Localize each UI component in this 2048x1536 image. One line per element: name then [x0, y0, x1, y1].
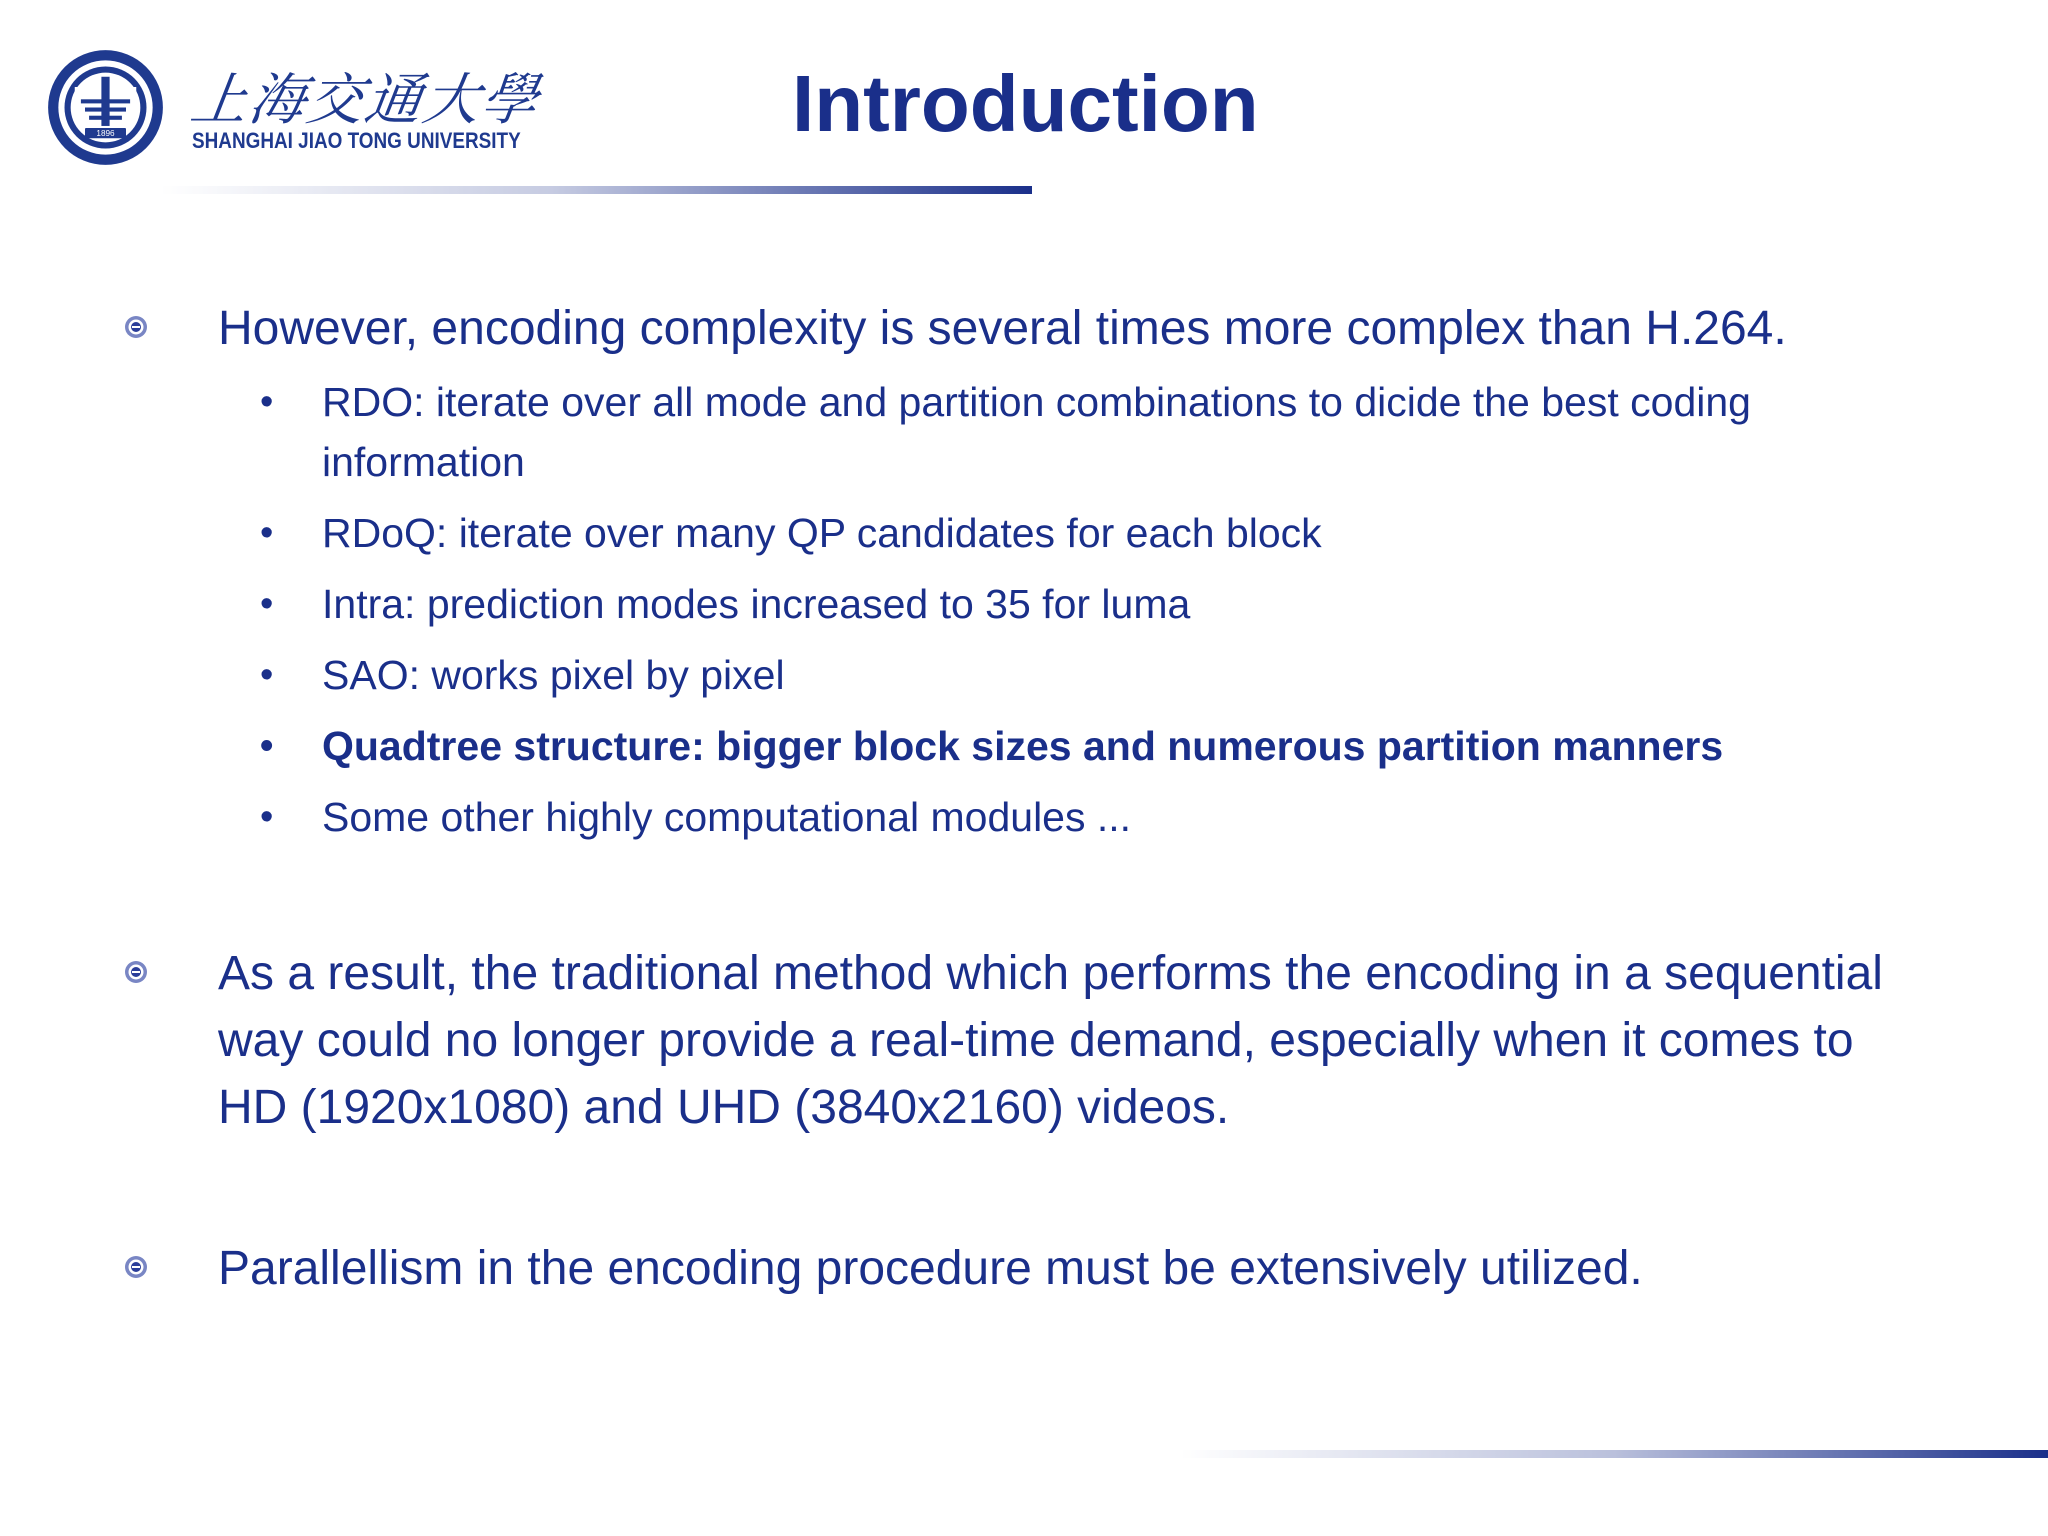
bullet-1 — [218, 295, 1787, 362]
sub-bullet-dot: • — [260, 583, 274, 625]
sub-bullet-dot: • — [260, 796, 274, 838]
bullet-3-text: Parallellism in the encoding procedure must be extensively utilized. — [218, 1242, 1643, 1295]
sub-bullet-6: • Some other highly computational modules ... — [322, 787, 1962, 847]
sub-bullet-dot: • — [260, 512, 274, 554]
sub-bullet-dot: • — [260, 725, 274, 767]
footer-divider — [1180, 1450, 2048, 1458]
bullet-2 — [218, 940, 1918, 1141]
bullet-seal-icon — [124, 960, 148, 984]
university-name-cn: 上海交通大學 — [186, 68, 544, 133]
svg-text:1896: 1896 — [96, 129, 115, 139]
sub-bullet-4: • SAO: works pixel by pixel — [322, 645, 1962, 705]
sub-bullet-5: • Quadtree structure: bigger block sizes and numerous partition manners — [322, 716, 1962, 776]
university-seal-icon — [44, 46, 167, 169]
bullet-seal-icon — [124, 1255, 148, 1279]
sub-bullet-dot: • — [260, 654, 274, 696]
university-name-en: SHANGHAI JIAO TONG UNIVERSITY — [192, 128, 521, 153]
sub-bullet-3: • Intra: prediction modes increased to 35 for luma — [322, 574, 1962, 634]
bullet-3 — [218, 1235, 1643, 1302]
bullet-1-text: However, encoding complexity is several times more complex than H.264. — [218, 302, 1787, 355]
sub-bullet-1: • RDO: iterate over all mode and partition combinations to dicide the best coding information — [322, 372, 1962, 492]
bullet-seal-icon — [124, 315, 148, 339]
header-divider — [160, 186, 1032, 194]
page-title: Introduction — [792, 59, 1259, 148]
sub-bullet-2: • RDoQ: iterate over many QP candidates for each block — [322, 503, 1962, 563]
bullet-2-text: As a result, the traditional method which performs the encoding in a sequential way could no longer provide a real-time demand, especially when it comes to HD (1920x1080) and UHD (3840x2160) videos. — [218, 947, 1883, 1134]
sub-bullet-dot: • — [260, 381, 274, 423]
